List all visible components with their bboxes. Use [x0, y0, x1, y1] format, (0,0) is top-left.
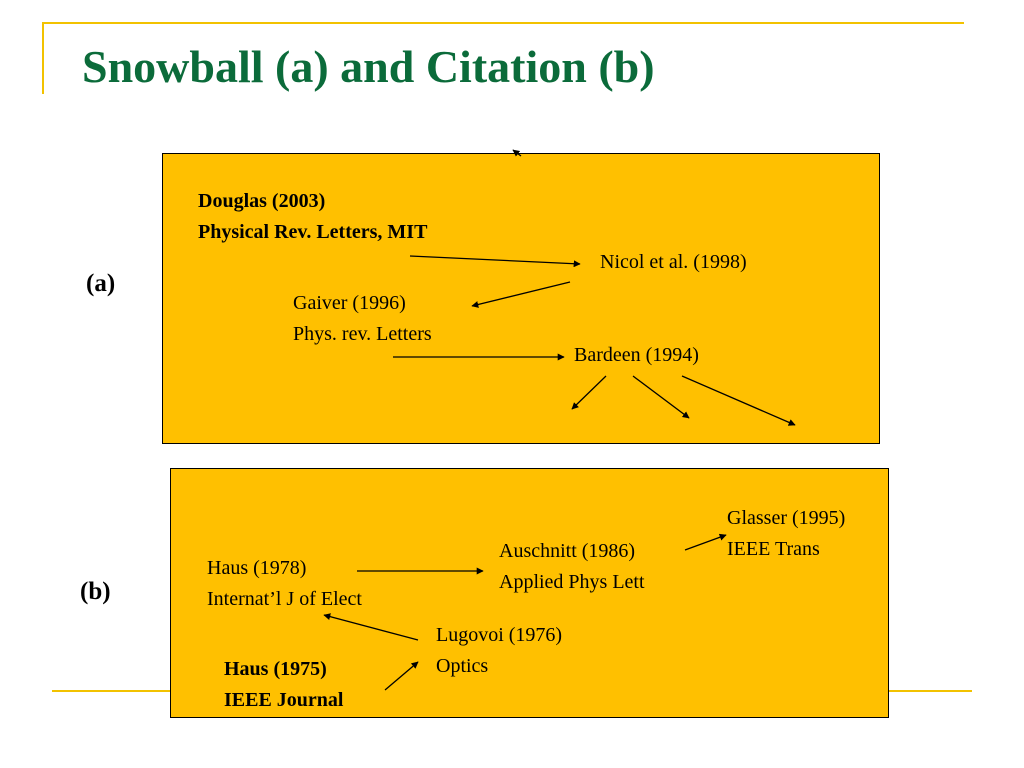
node-glasser-line1: Glasser (1995) — [727, 507, 846, 529]
arrow-nicol-to-gaiver — [472, 282, 570, 306]
node-douglas-line2: Physical Rev. Letters, MIT — [198, 221, 428, 243]
node-auschnitt-line2: Applied Phys Lett — [499, 571, 645, 593]
arrow-stray-top — [513, 150, 521, 156]
node-auschnitt-line1: Auschnitt (1986) — [499, 540, 636, 562]
node-haus-1975-line1: Haus (1975) — [224, 658, 327, 680]
node-douglas-line1: Douglas (2003) — [198, 190, 326, 212]
node-haus-1978-line2: Internat’l J of Elect — [207, 588, 362, 610]
arrow-douglas-to-nicol — [410, 256, 580, 264]
node-glasser-line2: IEEE Trans — [727, 538, 820, 560]
arrow-lugovoi-to-haus1978 — [324, 615, 418, 640]
node-haus-1975-line2: IEEE Journal — [224, 689, 344, 711]
node-nicol-line1: Nicol et al. (1998) — [600, 251, 747, 273]
node-gaiver-line1: Gaiver (1996) — [293, 292, 406, 314]
arrow-haus1975-to-lugovoi — [385, 662, 418, 690]
panel-b-label: (b) — [80, 578, 111, 605]
node-haus-1978-line1: Haus (1978) — [207, 557, 307, 579]
arrow-bardeen-ref-2 — [633, 376, 689, 418]
node-bardeen-line1: Bardeen (1994) — [574, 344, 699, 366]
panel-a-label: (a) — [86, 270, 116, 297]
arrow-bardeen-ref-3 — [682, 376, 795, 425]
node-gaiver-line2: Phys. rev. Letters — [293, 323, 432, 345]
arrow-bardeen-ref-1 — [572, 376, 606, 409]
slide-title: Snowball (a) and Citation (b) — [82, 41, 655, 92]
node-lugovoi-line2: Optics — [436, 655, 489, 677]
node-lugovoi-line1: Lugovoi (1976) — [436, 624, 563, 646]
arrow-auschnitt-to-glasser — [685, 535, 726, 550]
